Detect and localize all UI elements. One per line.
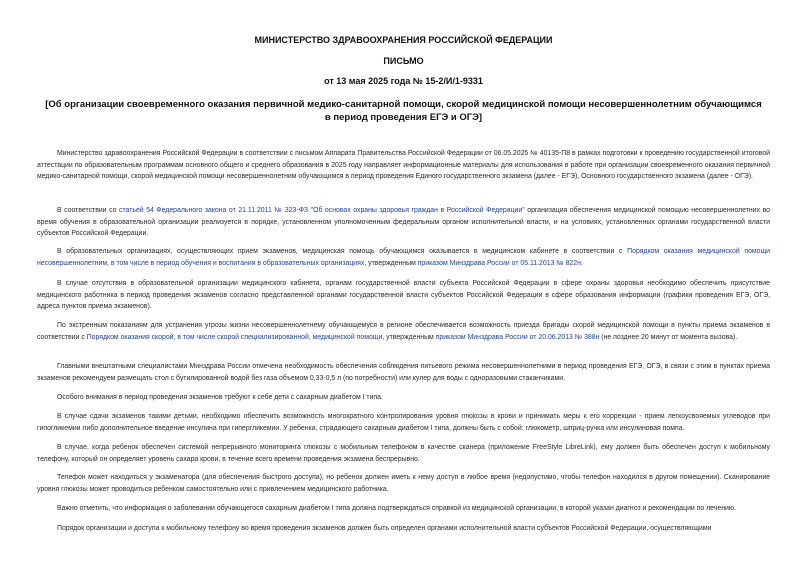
paragraph-3-text-after: . [580,259,583,267]
paragraph-5-text-before: По экстренным показаниям для устранения угрозы жизни несовершеннолетнему обучающемуся в регионе обеспечивается возможность приезда бригады скорой медицинской помощи в пункты приема экзаменов в соответствии с [37,322,770,341]
paragraph-4: В случае отсутствия в образовательной организации медицинского кабинета, органам государственной власти субъекта Российской Федерации в сфере охраны здоровья необходимо обеспечить присутствие медицинского работника в период проведения экзаменов согласно представленной органами государственной власти субъектов Российской Федерации в сфере образования информации (графики проведения ЕГЭ, ОГЭ, адреса пунктов приема экзаменов). [37,280,770,310]
paragraph-3-text-before: В образовательных организациях, осуществляющих прием экзаменов, медицинская помощь обучающимся оказывается в медицинском кабинете в соответствии с [57,248,628,255]
emergency-care-procedure-link[interactable]: Порядком оказания скорой, в том числе скорой специализированной, медицинской помощи [86,333,383,341]
paragraph-3-text-middle: , утвержденным [364,259,418,267]
order-388n-link[interactable]: приказом Минздрава России от 20.06.2013 № 388н [435,333,600,341]
paragraph-7: Особого внимания в период проведения экзаменов требуют к себе дети с сахарным диабетом I типа. [57,394,383,401]
paragraph-5 [37,320,770,343]
paragraph-9: В случае, когда ребенок обеспечен системой непрерывного мониторинга глюкозы с мобильным телефоном в качестве сканера (приложение FreeStyle LibreLink), ему должен быть обеспечен доступ к мобильному телефону, который он определяет уровень сахара крови, в течение всего времени проведения экзамена беспрерывно. [37,444,770,463]
paragraph-8: В случае сдачи экзаменов такими детьми, необходимо обеспечить возможность многократного контролирования уровня глюкозы в крови и принимать меры к его коррекции - прием легкоусвояемых углеводов при гипогликемии либо дополнительное введение инсулина при гипергликемии. У ребенка, страдающего сахарным диабетом I типа, должны быть с собой: глюкометр, шприц-ручка или инсулиновая помпа. [37,413,770,432]
federal-law-article-54-link[interactable]: статьей 54 Федерального закона от 21.11.2011 № 323-ФЗ "Об основах охраны здоровья граждан в Российской Федерации" [119,207,525,214]
document-date-number: от 13 мая 2025 года № 15-2/И/1-9331 [324,76,483,86]
paragraph-11: Важно отметить, что информация о заболевании обучающегося сахарным диабетом I типа должна подтверждаться справкой из медицинской организации, в которой указан диагноз и рекомендации по лечению. [57,505,736,512]
document-type: ПИСЬМО [383,56,424,66]
document-subject: [Об организации своевременного оказания первичной медико-санитарной помощи, скорой медицинской помощи несовершеннолетним обучающимся в период проведения ЕГЭ и ОГЭ] [45,99,762,123]
paragraph-6: Главными внештатными специалистами Минздрава России отмечена необходимость обеспечения соблюдения питьевого режима несовершеннолетними в период проведения ЕГЭ, ОГЭ, в связи с этим в пунктах приема экзаменов рекомендуем размещать стол с бутилированной водой без газа объемом 0,33-0,5 л (по потребности) или кулер для воды с одноразовыми стаканчиками. [37,363,770,382]
paragraph-2-text-after: организация обеспечения медицинской помощью несовершеннолетних во время обучения в образовательной организации реализуется в порядке, установленном уполномоченным федеральным органом исполнительной власти, и на условиях, установленных органами государственной власти субъектов Российской Федерации. [37,207,770,237]
order-822n-link[interactable]: приказом Минздрава России от 05.11.2013 № 822н [417,259,581,267]
paragraph-2 [37,205,770,240]
medical-care-minors-procedure-link[interactable]: Порядком оказания медицинской помощи несовершеннолетним, в том числе в период обучения и воспитания в образовательных организациях [37,248,770,267]
paragraph-10: Телефон может находиться у экзаменатора (для обеспечения быстрого доступа), но ребенок должен иметь к нему доступ в любое время (недопустимо, чтобы телефон находился в другом помещении). Сканирование уровня глюкозы может проводиться ребенком самостоятельно или с привлечением медицинского работника. [37,474,770,493]
paragraph-3 [37,246,770,269]
paragraph-2-text-before: В соответствии со [57,207,120,214]
ministry-heading: МИНИСТЕРСТВО ЗДРАВООХРАНЕНИЯ РОССИЙСКОЙ ФЕДЕРАЦИИ [254,35,553,45]
paragraph-5-text-middle: , утвержденным [382,333,436,341]
paragraph-5-text-after: (не позднее 20 минут от момента вызова). [599,333,738,341]
paragraph-1: Министерство здравоохранения Российской Федерации в соответствии с письмом Аппарата Правительства Российской Федерации от 06.05.2025 № 40135-П8 в рамках подготовки к проведению государственной итоговой аттестации по образовательным программам основного общего и среднего образования в 2025 году направляет информационные материалы для использования в работе при организации своевременного оказания первичной медико-санитарной помощи, скорой медицинской помощи несовершеннолетним обучающимся в период проведения Единого государственного экзамена (далее - ЕГЭ), Основного государственного экзамена (далее - ОГЭ). [37,150,770,180]
paragraph-12: Порядок организации и доступа к мобильному телефону во время проведения экзаменов должен быть определен органами исполнительной власти субъектов Российской Федерации, осуществляющими [57,525,712,532]
